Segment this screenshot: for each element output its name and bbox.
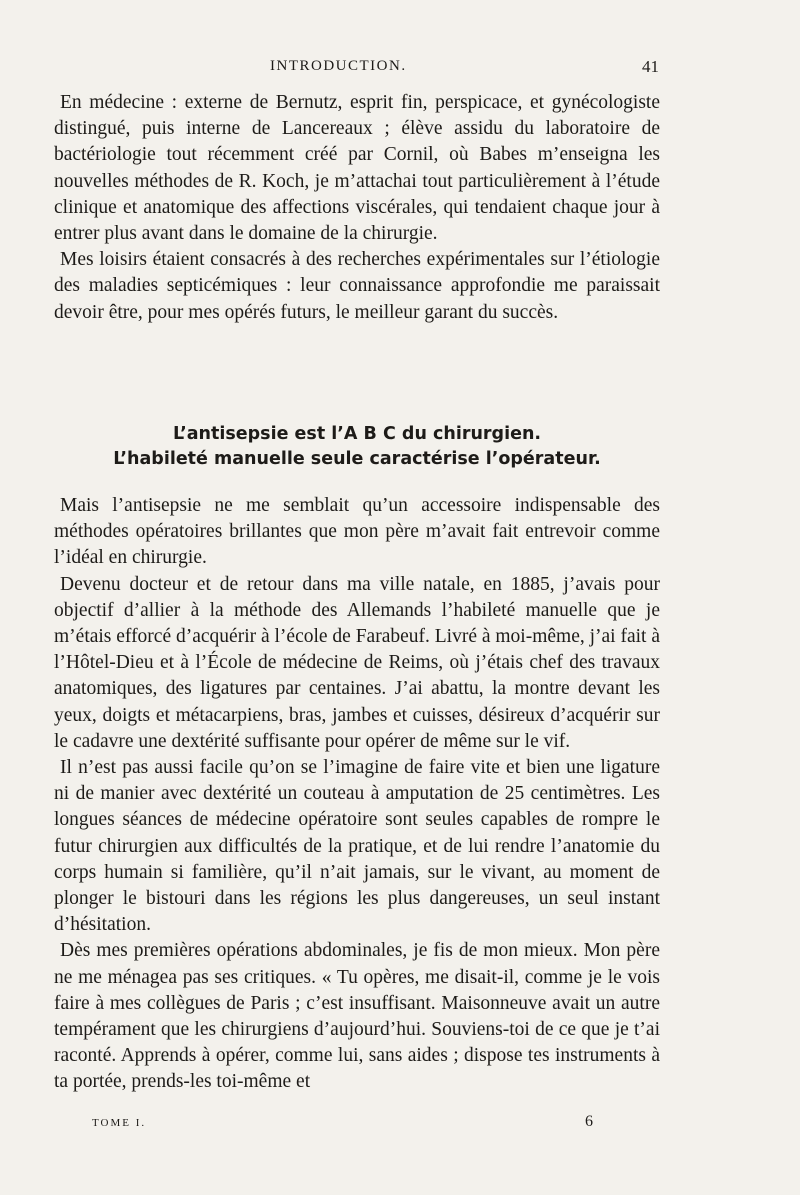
heading-line-1: L’antisepsie est l’A B C du chirurgien. — [172, 424, 542, 444]
volume-label: TOME I. — [92, 1117, 147, 1129]
section-antisepsis — [54, 493, 660, 1096]
page-number: 41 — [642, 57, 659, 76]
paragraph: Devenu docteur et de retour dans ma ville natale, en 1885, j’avais pour objectif d’allier à la méthode des Allemands l’habileté manuelle que je m’étais efforcé d’acquérir à l’école de Farabeuf. Livré à moi-même, j’ai fait à l’Hôtel-Dieu et à l’École de médecine de Reims, où j’étais chef des travaux anatomiques, des ligatures par centaines. J’ai abattu, la montre devant les yeux, doigts et métacarpiens, bras, jambes et cuisses, désireux d’acquérir sur le cadavre une dextérité suffisante pour opérer de même sur le vif. — [54, 573, 660, 752]
paragraph: Dès mes premières opérations abdominales, je fis de mon mieux. Mon père ne me ménagea pas ses critiques. « Tu opères, me disait-il, comme je le vois faire à mes collègues de Paris ; c’est insuffisant. Maisonneuve avait un autre tempérament que les chirurgiens d’aujourd’hui. Souviens-toi de ce que je t’ai raconté. Apprends à opérer, comme lui, sans aides ; dispose tes instruments à ta portée, prends-les toi-même et — [54, 940, 660, 1093]
paragraph: Mais l’antisepsie ne me semblait qu’un accessoire indispensable des méthodes opératoires brillantes que mon père m’avait fait entrevoir comme l’idéal en chirurgie. — [54, 495, 660, 569]
paragraph: Mes loisirs étaient consacrés à des recherches expérimentales sur l’étiologie des maladies septicémiques : leur connaissance approfondie me paraissait devoir être, pour mes opérés futurs, le meilleur garant du succès. — [54, 249, 660, 323]
running-title: INTRODUCTION. — [270, 58, 407, 74]
paragraph: En médecine : externe de Bernutz, esprit fin, perspicace, et gynécologiste distingué, puis interne de Lancereaux ; élève assidu du laboratoire de bactériologie tout récemment créé par Cornil, où Babes m’enseigna les nouvelles méthodes de R. Koch, je m’attachai tout particulièrement à l’étude clinique et anatomique des affections viscérales, qui tendaient chaque jour à entrer plus avant dans le domaine de la chirurgie. — [54, 92, 660, 245]
section-heading — [54, 422, 660, 472]
heading-line-2: L’habileté manuelle seule caractérise l’opérateur. — [113, 449, 601, 469]
section-education — [54, 90, 660, 326]
signature-mark: 6 — [585, 1113, 593, 1130]
paragraph: Il n’est pas aussi facile qu’on se l’imagine de faire vite et bien une ligature ni de manier avec dextérité un couteau à amputation de 25 centimètres. Les longues séances de médecine opératoire sont seules capables de rompre le futur chirurgien aux difficultés de la pratique, et de lui rendre l’anatomie du corps humain si familière, qu’il n’ait jamais, sur le vivant, au moment de plonger le bistouri dans les régions les plus dangereuses, un seul instant d’hésitation. — [54, 757, 660, 936]
